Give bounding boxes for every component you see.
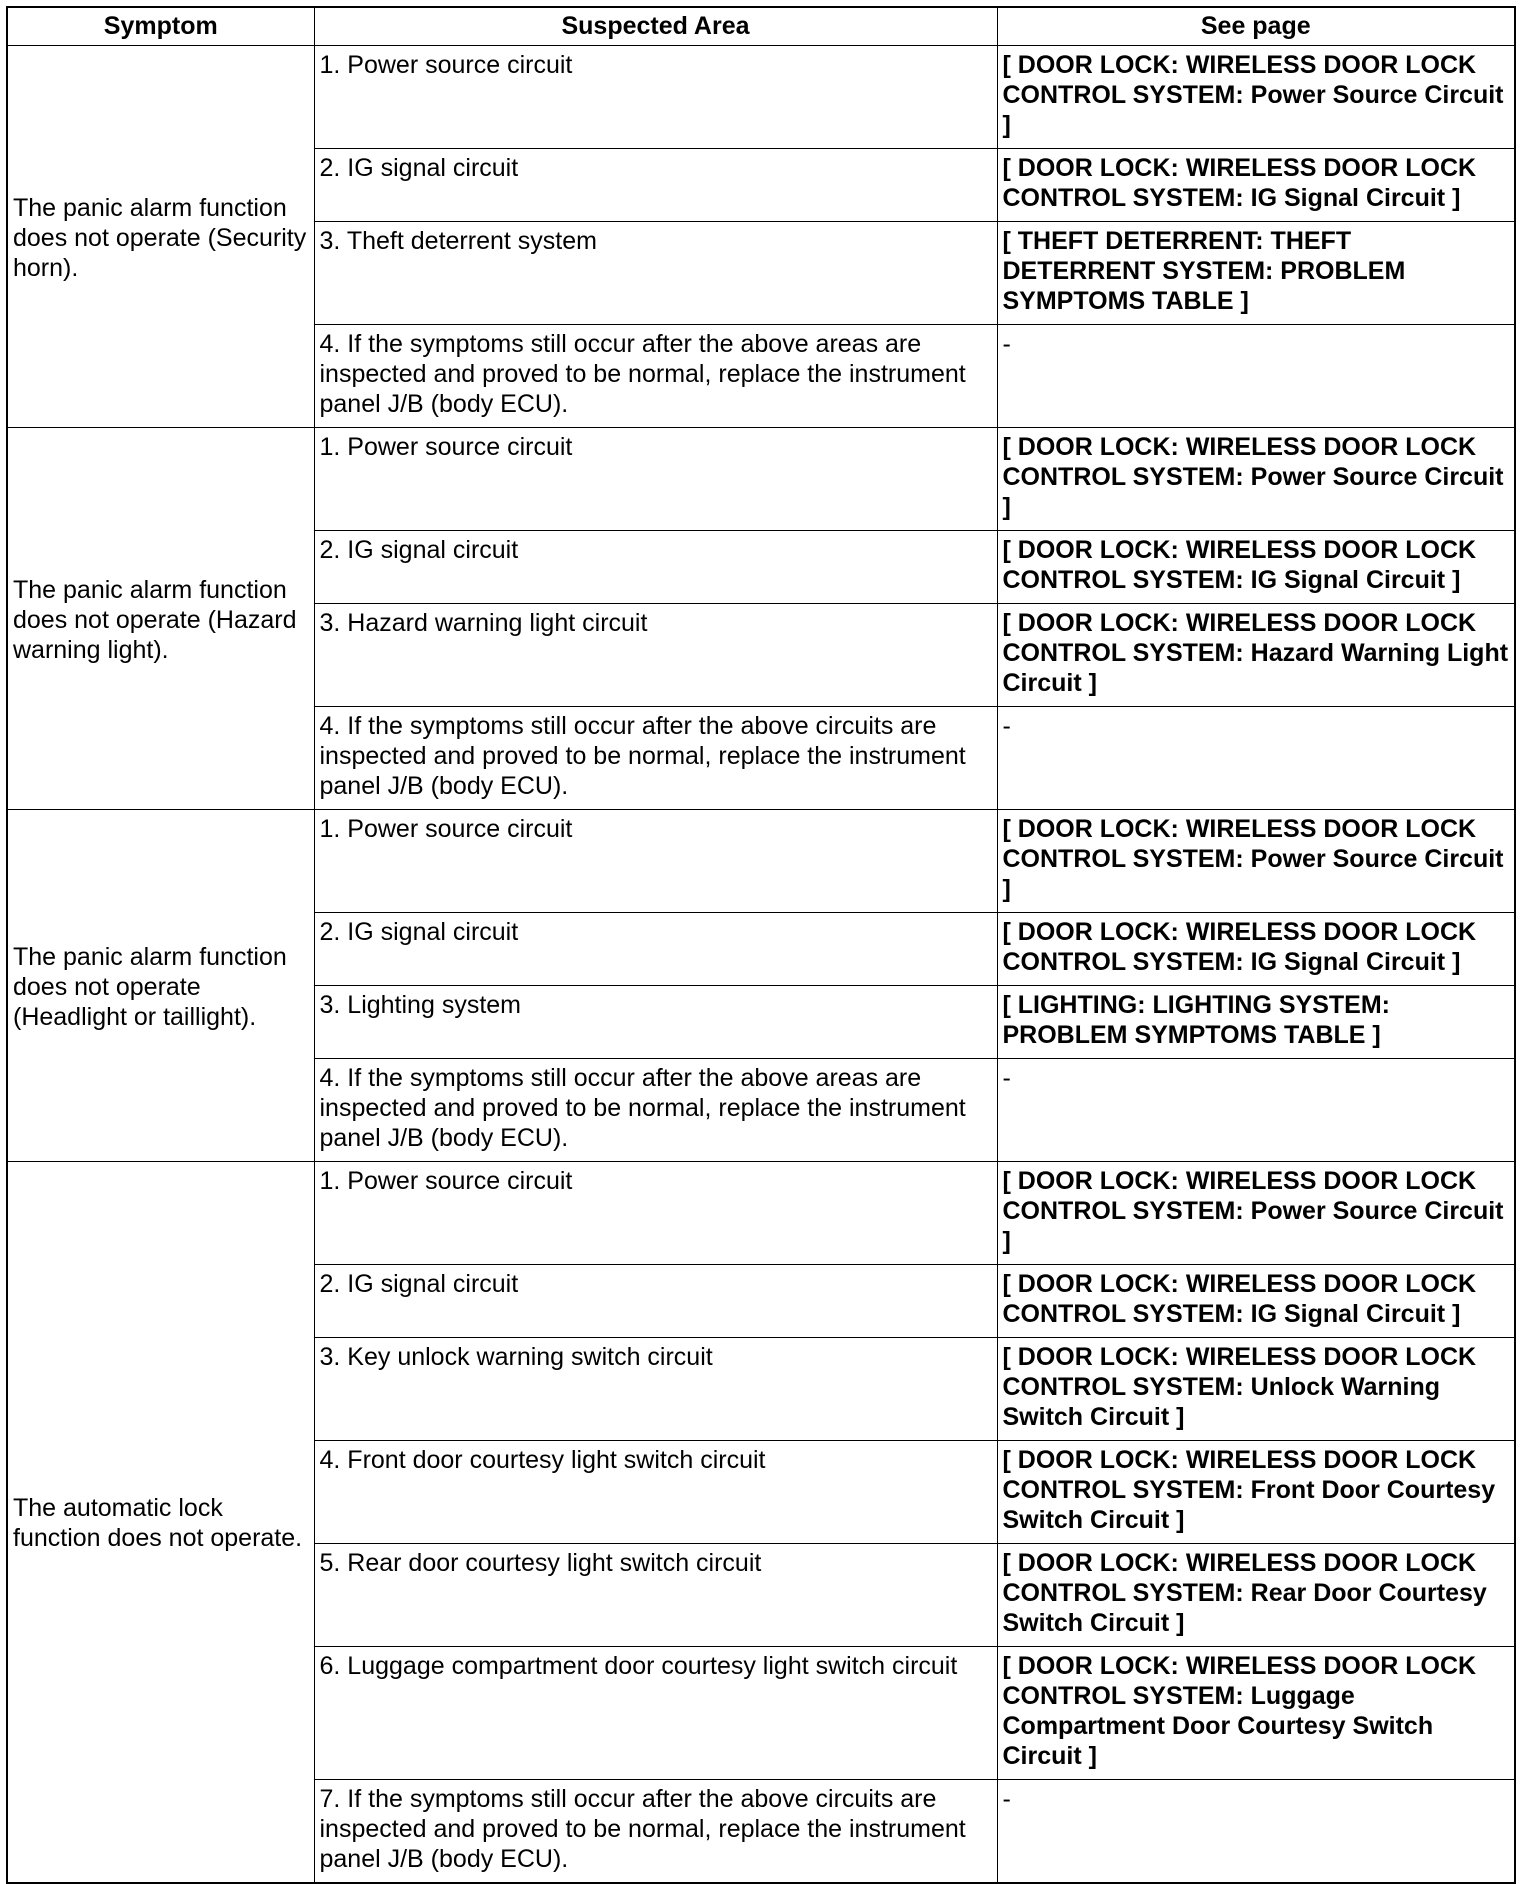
suspected-area-cell: 3. Theft deterrent system: [314, 222, 997, 325]
suspected-area-cell: 2. IG signal circuit: [314, 149, 997, 222]
suspected-area-cell: 1. Power source circuit: [314, 46, 997, 149]
problem-symptoms-table: [6, 6, 1516, 1884]
header-row: [7, 7, 1515, 46]
symptom-cell: The panic alarm function does not operate (Hazard warning light).: [7, 428, 314, 810]
see-page-link[interactable]: [ DOOR LOCK: WIRELESS DOOR LOCK CONTROL SYSTEM: Luggage Compartment Door Courtesy Switch Circuit ]: [997, 1647, 1515, 1780]
suspected-area-cell: 3. Hazard warning light circuit: [314, 604, 997, 707]
suspected-area-cell: 2. IG signal circuit: [314, 531, 997, 604]
suspected-area-cell: 2. IG signal circuit: [314, 913, 997, 986]
suspected-area-cell: 1. Power source circuit: [314, 1162, 997, 1265]
see-page-cell: -: [997, 1780, 1515, 1884]
table-row: [7, 1162, 1515, 1265]
see-page-link[interactable]: [ DOOR LOCK: WIRELESS DOOR LOCK CONTROL SYSTEM: Rear Door Courtesy Switch Circuit ]: [997, 1544, 1515, 1647]
see-page-link[interactable]: [ DOOR LOCK: WIRELESS DOOR LOCK CONTROL SYSTEM: Hazard Warning Light Circuit ]: [997, 604, 1515, 707]
symptom-cell: The panic alarm function does not operate (Security horn).: [7, 46, 314, 428]
see-page-link[interactable]: [ DOOR LOCK: WIRELESS DOOR LOCK CONTROL SYSTEM: Front Door Courtesy Switch Circuit ]: [997, 1441, 1515, 1544]
suspected-area-cell: 4. If the symptoms still occur after the above areas are inspected and proved to be normal, replace the instrument panel J/B (body ECU).: [314, 1059, 997, 1162]
suspected-area-cell: 2. IG signal circuit: [314, 1265, 997, 1338]
see-page-link[interactable]: [ DOOR LOCK: WIRELESS DOOR LOCK CONTROL SYSTEM: Power Source Circuit ]: [997, 428, 1515, 531]
see-page-link[interactable]: [ DOOR LOCK: WIRELESS DOOR LOCK CONTROL SYSTEM: IG Signal Circuit ]: [997, 913, 1515, 986]
suspected-area-cell: 3. Key unlock warning switch circuit: [314, 1338, 997, 1441]
header-see-page: See page: [997, 7, 1515, 46]
see-page-link[interactable]: [ DOOR LOCK: WIRELESS DOOR LOCK CONTROL SYSTEM: IG Signal Circuit ]: [997, 149, 1515, 222]
suspected-area-cell: 7. If the symptoms still occur after the above circuits are inspected and proved to be normal, replace the instrument panel J/B (body ECU).: [314, 1780, 997, 1884]
suspected-area-cell: 1. Power source circuit: [314, 428, 997, 531]
see-page-cell: -: [997, 1059, 1515, 1162]
header-symptom: Symptom: [7, 7, 314, 46]
see-page-cell: -: [997, 325, 1515, 428]
see-page-link[interactable]: [ LIGHTING: LIGHTING SYSTEM: PROBLEM SYMPTOMS TABLE ]: [997, 986, 1515, 1059]
suspected-area-cell: 5. Rear door courtesy light switch circuit: [314, 1544, 997, 1647]
see-page-link[interactable]: [ DOOR LOCK: WIRELESS DOOR LOCK CONTROL SYSTEM: IG Signal Circuit ]: [997, 1265, 1515, 1338]
symptom-cell: The automatic lock function does not operate.: [7, 1162, 314, 1884]
see-page-link[interactable]: [ DOOR LOCK: WIRELESS DOOR LOCK CONTROL SYSTEM: Power Source Circuit ]: [997, 1162, 1515, 1265]
suspected-area-cell: 6. Luggage compartment door courtesy light switch circuit: [314, 1647, 997, 1780]
see-page-link[interactable]: [ DOOR LOCK: WIRELESS DOOR LOCK CONTROL SYSTEM: Power Source Circuit ]: [997, 46, 1515, 149]
see-page-link[interactable]: [ DOOR LOCK: WIRELESS DOOR LOCK CONTROL SYSTEM: Power Source Circuit ]: [997, 810, 1515, 913]
symptom-cell: The panic alarm function does not operate (Headlight or taillight).: [7, 810, 314, 1162]
suspected-area-cell: 3. Lighting system: [314, 986, 997, 1059]
suspected-area-cell: 4. If the symptoms still occur after the above areas are inspected and proved to be normal, replace the instrument panel J/B (body ECU).: [314, 325, 997, 428]
table-row: [7, 46, 1515, 149]
suspected-area-cell: 4. Front door courtesy light switch circuit: [314, 1441, 997, 1544]
see-page-cell: -: [997, 707, 1515, 810]
suspected-area-cell: 4. If the symptoms still occur after the above circuits are inspected and proved to be normal, replace the instrument panel J/B (body ECU).: [314, 707, 997, 810]
header-suspected-area: Suspected Area: [314, 7, 997, 46]
table-row: [7, 428, 1515, 531]
suspected-area-cell: 1. Power source circuit: [314, 810, 997, 913]
see-page-link[interactable]: [ DOOR LOCK: WIRELESS DOOR LOCK CONTROL SYSTEM: Unlock Warning Switch Circuit ]: [997, 1338, 1515, 1441]
table-row: [7, 810, 1515, 913]
see-page-link[interactable]: [ DOOR LOCK: WIRELESS DOOR LOCK CONTROL SYSTEM: IG Signal Circuit ]: [997, 531, 1515, 604]
see-page-link[interactable]: [ THEFT DETERRENT: THEFT DETERRENT SYSTEM: PROBLEM SYMPTOMS TABLE ]: [997, 222, 1515, 325]
